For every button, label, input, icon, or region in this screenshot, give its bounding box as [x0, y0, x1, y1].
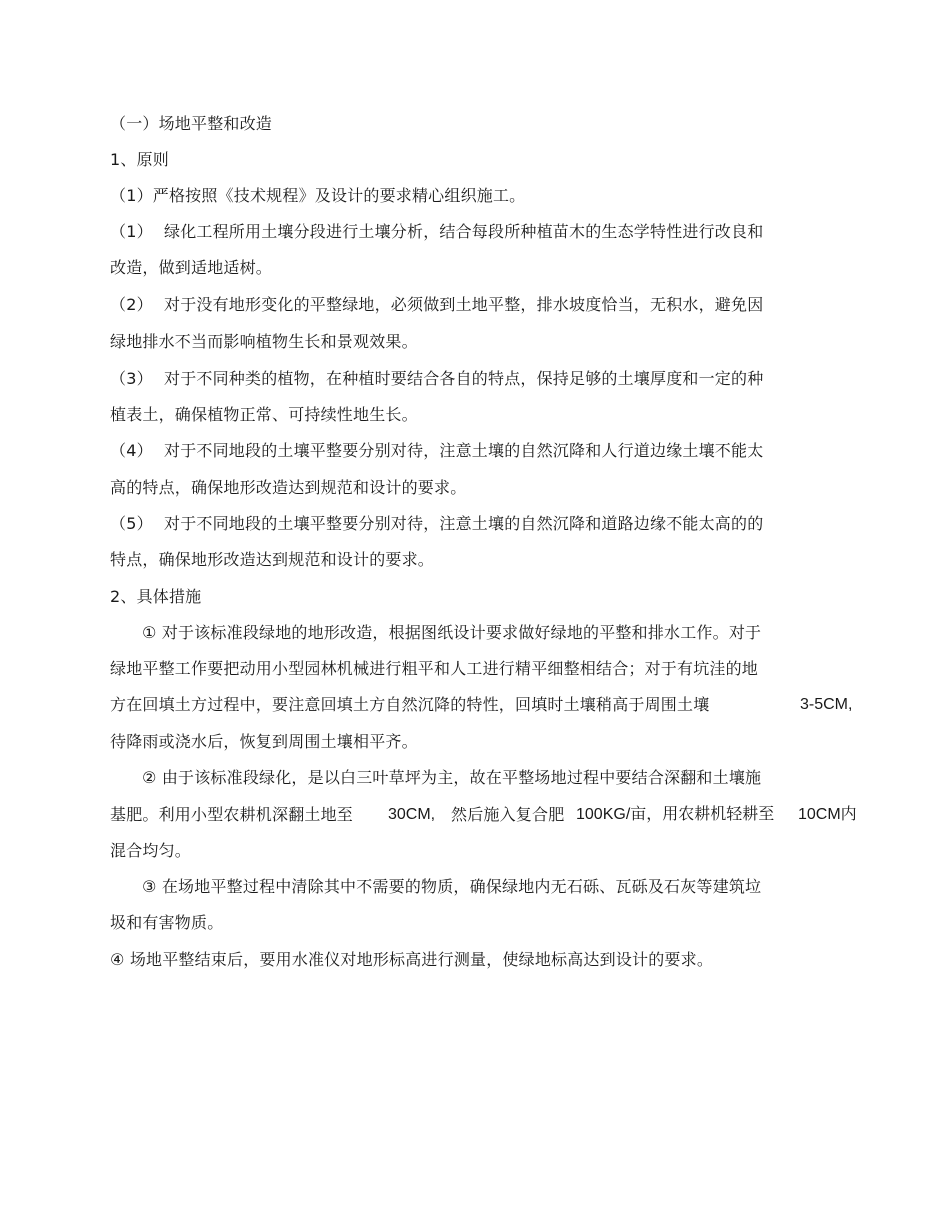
principle-4-line-1: 对于不同地段的土壤平整要分别对待，注意土壤的自然沉降和人行道边缘土壤不能太 — [164, 441, 764, 460]
measure-4-line-1: ④ 场地平整结束后，要用水准仪对地形标高进行测量，使绿地标高达到设计的要求。 — [110, 950, 714, 969]
principle-1-line-1: 绿化工程所用土壤分段进行土壤分析，结合每段所种植苗木的生态学特性进行改良和 — [164, 222, 764, 241]
measure-2-line-2-part-c: 然后施入复合肥 — [451, 805, 565, 824]
measure-2-till-depth-value: 10CM内 — [798, 806, 857, 823]
principle-1-marker: （1） — [110, 222, 153, 241]
principle-2-line-1: 对于没有地形变化的平整绿地，必须做到土地平整，排水坡度恰当，无积水，避免因 — [164, 295, 764, 314]
principles-title: 1、原则 — [110, 150, 169, 169]
measure-1-line-3: 方在回填土方过程中，要注意回填土方自然沉降的特性，回填时土壤稍高于周围土壤 — [110, 695, 710, 714]
principle-2-marker: （2） — [110, 295, 153, 314]
measure-2-depth-value: 30CM, — [388, 806, 436, 823]
principle-1-line-2: 改造，做到适地适树。 — [110, 258, 273, 277]
measure-2-line-2-part-a: 基肥。利用小型农耕机深翻土地至 — [110, 805, 354, 824]
measure-3-line-1: ③ 在场地平整过程中清除其中不需要的物质，确保绿地内无石砾、瓦砾及石灰等建筑垃 — [142, 877, 762, 896]
principle-3-line-2: 植表土，确保植物正常、可持续性地生长。 — [110, 405, 418, 424]
principle-3-marker: （3） — [110, 369, 153, 388]
principle-2-line-2: 绿地排水不当而影响植物生长和景观效果。 — [110, 332, 418, 351]
measure-1-line-4: 待降雨或浇水后，恢复到周围土壤相平齐。 — [110, 732, 418, 751]
section-heading: （一）场地平整和改造 — [110, 114, 273, 133]
principle-5-marker: （5） — [110, 514, 153, 533]
principle-intro: （1）严格按照《技术规程》及设计的要求精心组织施工。 — [110, 186, 526, 205]
principle-5-line-2: 特点，确保地形改造达到规范和设计的要求。 — [110, 550, 435, 569]
measure-2-line-1: ② 由于该标准段绿化，是以白三叶草坪为主，故在平整场地过程中要结合深翻和土壤施 — [142, 768, 762, 787]
measure-2-fertilizer-value: 100KG/亩，用农耕机轻耕至 — [576, 806, 775, 823]
principle-3-line-1: 对于不同种类的植物，在种植时要结合各自的特点，保持足够的土壤厚度和一定的种 — [164, 369, 764, 388]
principle-4-line-2: 高的特点，确保地形改造达到规范和设计的要求。 — [110, 478, 467, 497]
measure-1-line-1: ① 对于该标准段绿地的地形改造，根据图纸设计要求做好绿地的平整和排水工作。对于 — [142, 623, 762, 642]
measure-3-line-2: 圾和有害物质。 — [110, 913, 224, 932]
principle-4-marker: （4） — [110, 441, 153, 460]
principle-5-line-1: 对于不同地段的土壤平整要分别对待，注意土壤的自然沉降和道路边缘不能太高的的 — [164, 514, 764, 533]
measure-2-line-3: 混合均匀。 — [110, 841, 192, 860]
measure-1-height-value: 3-5CM, — [800, 696, 853, 713]
measure-1-line-2: 绿地平整工作要把动用小型园林机械进行粗平和人工进行精平细整相结合；对于有坑洼的地 — [110, 659, 759, 678]
measures-title: 2、具体措施 — [110, 587, 202, 606]
